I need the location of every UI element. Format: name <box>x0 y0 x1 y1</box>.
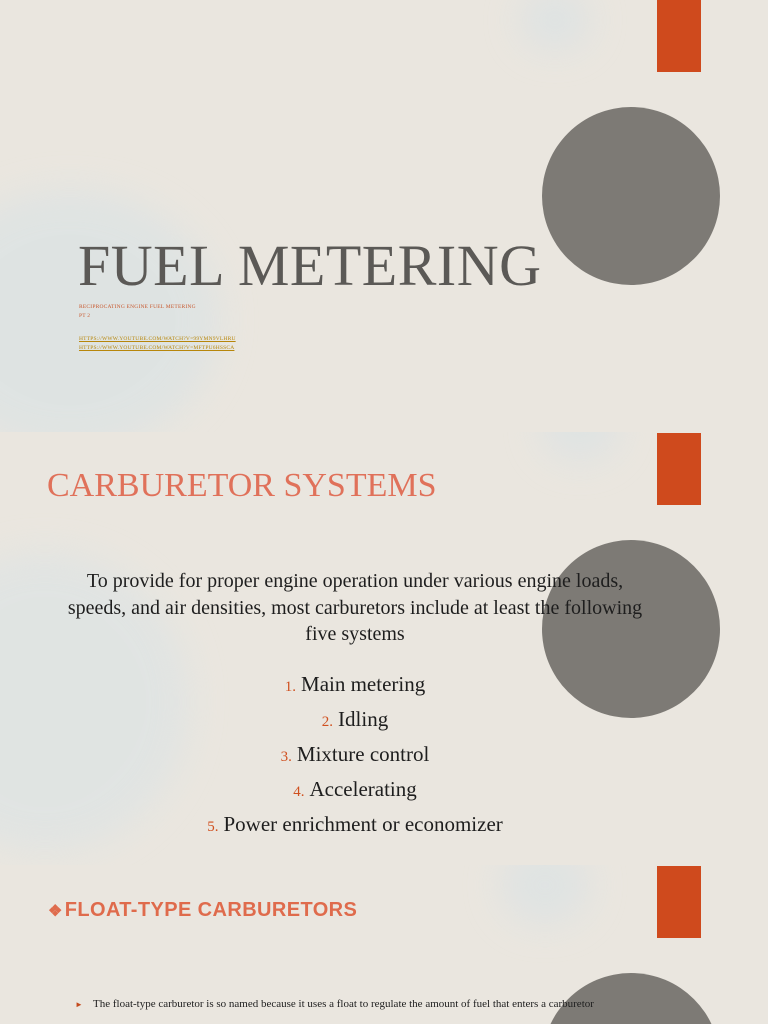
list-item <box>60 812 650 847</box>
background-blob <box>0 190 220 432</box>
list-item <box>60 742 650 777</box>
slide-fuel-metering <box>0 0 768 432</box>
decorative-orange-bar <box>657 0 701 72</box>
subtitle-line: PT 2 <box>79 313 91 319</box>
slide-carburetor-systems <box>0 432 768 865</box>
video-link[interactable]: HTTPS://WWW.YOUTUBE.COM/WATCH?V=99YMN9VLHRU <box>79 336 236 342</box>
slide-title: FUEL METERING <box>78 233 542 298</box>
video-link[interactable]: HTTPS://WWW.YOUTUBE.COM/WATCH?V=MFTPU6HSSCA <box>79 345 235 351</box>
list-text: Main metering <box>301 672 426 696</box>
list-number: 3. <box>280 749 292 765</box>
decorative-orange-bar <box>657 866 701 938</box>
bullet-text: The float-type carburetor is so named because it uses a float to regulate the amount of fuel that enters a carburetor <box>93 998 594 1010</box>
list-text: Power enrichment or economizer <box>223 812 503 836</box>
list-text: Mixture control <box>296 742 430 766</box>
list-number: 1. <box>284 679 297 695</box>
list-number: 2. <box>321 714 334 730</box>
list-item <box>60 672 650 707</box>
slide-title: CARBURETOR SYSTEMS <box>47 467 437 504</box>
background-blob <box>540 432 620 462</box>
list-item <box>60 777 650 812</box>
slide-float-type-carburetors <box>0 865 768 1024</box>
decorative-orange-bar <box>657 433 701 505</box>
subtitle-line: RECIPROCATING ENGINE FUEL METERING <box>79 304 196 310</box>
slide-title <box>48 899 357 922</box>
decorative-gray-circle <box>542 107 720 285</box>
slide-title-text: FLOAT-TYPE CARBURETORS <box>64 899 358 921</box>
systems-list <box>60 672 650 847</box>
list-text: Idling <box>338 707 389 731</box>
background-blob <box>520 0 590 50</box>
background-blob <box>500 865 590 925</box>
intro-paragraph: To provide for proper engine operation under various engine loads, speeds, and air densities, most carburetors include at least the following five systems <box>67 570 643 645</box>
diamond-bullet-icon: ❖ <box>48 903 63 920</box>
list-text: Accelerating <box>309 777 417 801</box>
list-number: 4. <box>293 784 305 800</box>
list-number: 5. <box>207 819 219 835</box>
list-item <box>60 707 650 742</box>
arrow-bullet-icon: ► <box>75 1000 83 1009</box>
